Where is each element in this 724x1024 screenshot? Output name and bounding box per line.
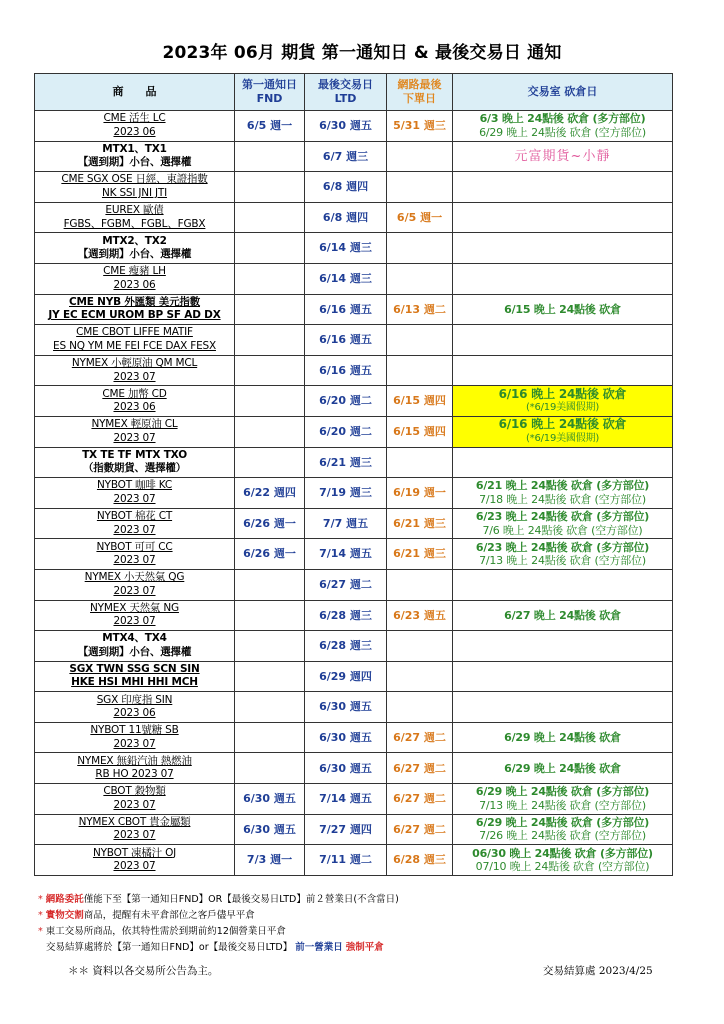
product-name: SGX 印度指 SIN (96, 693, 173, 706)
liquidation-cell (453, 478, 673, 509)
liquidation-long: 6/23 晚上 24點後 砍倉 (多方部位) (475, 510, 650, 524)
ltd-cell: 6/21 週三 (305, 447, 387, 478)
liquidation-cell (453, 784, 673, 815)
online-last-order-cell (387, 631, 453, 662)
product-name: TX TE TF MTX TXO (82, 448, 187, 461)
liquidation-text: 6/29 晚上 24點後 砍倉 (504, 761, 621, 775)
product-code: 2023 07 (113, 492, 156, 505)
liquidation-long: 6/29 晚上 24點後 砍倉 (多方部位) (475, 815, 650, 829)
product-code: 【週到期】小台、選擇權 (77, 645, 192, 658)
product-name: CME 加幣 CD (102, 387, 167, 400)
liquidation-text: 6/27 晚上 24點後 砍倉 (504, 608, 621, 622)
liquidation-short: 07/10 晚上 24點後 砍倉 (空方部位) (475, 860, 650, 874)
schedule-table (34, 73, 673, 876)
product-code: ES NQ YM ME FEI FCE DAX FESX (53, 339, 216, 352)
header-product: 商 品 (35, 74, 235, 111)
ltd-cell: 6/29 週四 (305, 661, 387, 692)
online-last-order-cell (387, 692, 453, 723)
online-last-order-cell (387, 141, 453, 172)
product-code: FGBS、FGBM、FGBL、FGBX (63, 217, 206, 230)
fnd-cell (235, 661, 305, 692)
holiday-note: (*6/19美國假期) (525, 402, 600, 414)
online-last-order-cell (387, 569, 453, 600)
fnd-cell (235, 447, 305, 478)
table-row (35, 600, 673, 631)
liquidation-cell (453, 294, 673, 325)
product-cell (35, 386, 235, 417)
product-code: 2023 07 (113, 737, 156, 750)
ltd-cell: 6/28 週三 (305, 600, 387, 631)
product-cell (35, 111, 235, 142)
product-code: （指數期貨、選擇權） (83, 462, 186, 475)
product-code: 2023 06 (113, 707, 156, 720)
table-row (35, 355, 673, 386)
liquidation-cell (453, 386, 673, 417)
product-name: CBOT 穀物類 (103, 785, 166, 798)
product-name: NYBOT 可可 CC (96, 540, 173, 553)
fnd-cell (235, 416, 305, 447)
liquidation-cell (453, 447, 673, 478)
product-name: NYMEX 天然氣 NG (90, 601, 179, 614)
online-last-order-cell: 6/27 週二 (387, 753, 453, 784)
online-last-order-cell (387, 661, 453, 692)
product-cell (35, 355, 235, 386)
product-name: CME 瘦豬 LH (103, 265, 166, 278)
product-name: MTX2、TX2 (102, 234, 167, 247)
watermark: 元富期貨~小靜 (514, 148, 611, 164)
table-row (35, 294, 673, 325)
product-cell (35, 294, 235, 325)
table-row (35, 753, 673, 784)
liquidation-cell (453, 172, 673, 203)
product-code: 2023 07 (113, 431, 156, 444)
liquidation-long: 6/23 晚上 24點後 砍倉 (多方部位) (475, 540, 650, 554)
table-row (35, 386, 673, 417)
product-cell (35, 508, 235, 539)
ltd-cell: 6/30 週五 (305, 753, 387, 784)
product-code: 2023 07 (113, 829, 156, 842)
online-last-order-cell: 6/23 週五 (387, 600, 453, 631)
product-code: HKE HSI MHI HHI MCH (71, 676, 198, 689)
fnd-cell (235, 355, 305, 386)
fnd-cell: 6/30 週五 (235, 814, 305, 845)
online-last-order-cell (387, 447, 453, 478)
fnd-cell: 6/30 週五 (235, 784, 305, 815)
liquidation-short: 7/13 晚上 24點後 砍倉 (空方部位) (479, 798, 646, 812)
liquidation-long: 6/29 晚上 24點後 砍倉 (多方部位) (475, 785, 650, 799)
fnd-cell: 6/26 週一 (235, 539, 305, 570)
ltd-cell: 6/28 週三 (305, 631, 387, 662)
product-code: 2023 07 (113, 370, 156, 383)
table-row (35, 263, 673, 294)
product-cell (35, 202, 235, 233)
product-cell (35, 722, 235, 753)
liquidation-cell (453, 111, 673, 142)
header-fnd: 第一通知日 FND (235, 74, 305, 111)
table-row (35, 508, 673, 539)
table-row (35, 569, 673, 600)
product-cell (35, 478, 235, 509)
liquidation-text: 6/29 晚上 24點後 砍倉 (504, 730, 621, 744)
table-row (35, 631, 673, 662)
liquidation-cell (453, 600, 673, 631)
table-row (35, 202, 673, 233)
product-name: EUREX 歐債 (105, 204, 164, 217)
liquidation-long: 6/21 晚上 24點後 砍倉 (多方部位) (475, 479, 650, 493)
fnd-cell (235, 233, 305, 264)
liquidation-short: 7/18 晚上 24點後 砍倉 (空方部位) (479, 492, 646, 506)
table-row (35, 814, 673, 845)
ltd-cell: 7/7 週五 (305, 508, 387, 539)
product-name: NYBOT 棉花 CT (96, 510, 173, 523)
product-cell (35, 539, 235, 570)
fnd-cell (235, 600, 305, 631)
product-name: NYBOT 凍橘汁 OJ (92, 846, 177, 859)
fnd-cell: 7/3 週一 (235, 845, 305, 876)
product-cell (35, 172, 235, 203)
holiday-note: (*6/19美國假期) (525, 432, 600, 444)
note-online-order: * 網路委託僅能下至【第一通知日FND】OR【最後交易日LTD】前２營業日(不含當日) (38, 894, 399, 905)
liquidation-cell (453, 814, 673, 845)
fnd-cell (235, 692, 305, 723)
online-last-order-cell: 6/27 週二 (387, 814, 453, 845)
fnd-cell (235, 294, 305, 325)
product-name: NYMEX 小天然氣 QG (84, 571, 185, 584)
online-last-order-cell: 6/15 週四 (387, 416, 453, 447)
product-cell (35, 814, 235, 845)
ltd-cell: 6/16 週五 (305, 355, 387, 386)
product-code: NK SSI JNI JTI (101, 186, 168, 199)
fnd-cell (235, 722, 305, 753)
product-name: NYMEX CBOT 貴金屬類 (78, 815, 191, 828)
online-last-order-cell: 6/28 週三 (387, 845, 453, 876)
table-row (35, 784, 673, 815)
product-code: JY EC ECM UROM BP SF AD DX (48, 309, 221, 322)
product-code: 2023 06 (113, 125, 156, 138)
product-cell (35, 263, 235, 294)
liquidation-cell (453, 753, 673, 784)
product-name: CME 活生 LC (103, 112, 166, 125)
ltd-cell: 6/14 週三 (305, 233, 387, 264)
online-last-order-cell: 6/15 週四 (387, 386, 453, 417)
table-row (35, 692, 673, 723)
product-name: NYMEX 輕原油 CL (91, 418, 178, 431)
product-cell (35, 784, 235, 815)
product-name: CME CBOT LIFFE MATIF (76, 326, 193, 339)
liquidation-cell (453, 722, 673, 753)
table-row (35, 233, 673, 264)
ltd-cell: 6/16 週五 (305, 325, 387, 356)
ltd-cell: 7/14 週五 (305, 539, 387, 570)
product-name: CME SGX OSE 日經、東證指數 (61, 173, 208, 186)
table-row (35, 447, 673, 478)
product-cell (35, 569, 235, 600)
liquidation-cell (453, 508, 673, 539)
liquidation-text: 6/15 晚上 24點後 砍倉 (504, 302, 621, 316)
ltd-cell: 6/20 週二 (305, 416, 387, 447)
ltd-cell: 6/20 週二 (305, 386, 387, 417)
product-code: RB HO 2023 07 (95, 768, 174, 781)
liquidation-text: 6/16 晚上 24點後 砍倉 (498, 417, 627, 432)
online-last-order-cell (387, 263, 453, 294)
header-row (35, 74, 673, 111)
fnd-cell (235, 263, 305, 294)
header-online-last-order: 網路最後 下單日 (387, 74, 453, 111)
fnd-cell (235, 569, 305, 600)
online-last-order-cell: 6/27 週二 (387, 784, 453, 815)
product-name: SGX TWN SSG SCN SIN (69, 662, 200, 675)
ltd-cell: 7/27 週四 (305, 814, 387, 845)
liquidation-cell (453, 692, 673, 723)
online-last-order-cell: 6/5 週一 (387, 202, 453, 233)
product-code: 2023 06 (113, 278, 156, 291)
footer-disclaimer: ＊＊ 資料以各交易所公告為主。 (68, 965, 219, 977)
liquidation-cell (453, 325, 673, 356)
table-row (35, 539, 673, 570)
ltd-cell: 6/8 週四 (305, 202, 387, 233)
product-code: 2023 07 (113, 554, 156, 567)
fnd-cell (235, 386, 305, 417)
product-cell (35, 141, 235, 172)
online-last-order-cell (387, 172, 453, 203)
fnd-cell (235, 631, 305, 662)
online-last-order-cell (387, 325, 453, 356)
ltd-cell: 6/8 週四 (305, 172, 387, 203)
liquidation-cell (453, 233, 673, 264)
product-name: NYMEX 無鉛汽油 熱燃油 (77, 754, 192, 767)
liquidation-cell (453, 416, 673, 447)
product-cell (35, 692, 235, 723)
fnd-cell: 6/26 週一 (235, 508, 305, 539)
footer-issuer-date: 交易結算處 2023/4/25 (543, 965, 653, 977)
liquidation-cell (453, 845, 673, 876)
fnd-cell (235, 172, 305, 203)
liquidation-cell (453, 263, 673, 294)
online-last-order-cell: 6/19 週一 (387, 478, 453, 509)
note-physical-delivery: * 實物交割商品，提醒有未平倉部位之客戶儘早平倉 (38, 910, 255, 921)
product-code: 2023 07 (113, 860, 156, 873)
product-cell (35, 447, 235, 478)
product-code: 2023 07 (113, 523, 156, 536)
ltd-cell: 6/27 週二 (305, 569, 387, 600)
product-name: NYBOT 11號糖 SB (90, 724, 179, 737)
product-name: MTX1、TX1 (102, 142, 167, 155)
product-name: NYMEX 小輕原油 QM MCL (71, 357, 198, 370)
liquidation-cell (453, 202, 673, 233)
fnd-cell: 6/5 週一 (235, 111, 305, 142)
note-tocom: * 東工交易所商品，依其特性需於到期前約12個營業日平倉 (38, 926, 286, 937)
liquidation-long: 06/30 晚上 24點後 砍倉 (多方部位) (472, 846, 653, 860)
online-last-order-cell: 6/13 週二 (387, 294, 453, 325)
fnd-cell (235, 325, 305, 356)
product-cell (35, 416, 235, 447)
ltd-cell: 6/30 週五 (305, 692, 387, 723)
ltd-cell: 7/19 週三 (305, 478, 387, 509)
online-last-order-cell: 6/21 週三 (387, 539, 453, 570)
product-code: 【週到期】小台、選擇權 (77, 248, 192, 261)
online-last-order-cell (387, 355, 453, 386)
fnd-cell: 6/22 週四 (235, 478, 305, 509)
online-last-order-cell: 5/31 週三 (387, 111, 453, 142)
liquidation-cell (453, 141, 673, 172)
product-cell (35, 661, 235, 692)
product-name: CME NYB 外匯類 美元指數 (69, 295, 200, 308)
liquidation-cell (453, 631, 673, 662)
table-row (35, 661, 673, 692)
ltd-cell: 6/30 週五 (305, 111, 387, 142)
product-name: NYBOT 咖啡 KC (96, 479, 173, 492)
table-row (35, 845, 673, 876)
liquidation-cell (453, 661, 673, 692)
online-last-order-cell: 6/21 週三 (387, 508, 453, 539)
product-cell (35, 325, 235, 356)
ltd-cell: 6/16 週五 (305, 294, 387, 325)
fnd-cell (235, 202, 305, 233)
liquidation-short: 6/29 晚上 24點後 砍倉 (空方部位) (479, 125, 646, 139)
notes (38, 892, 688, 956)
product-code: 2023 07 (113, 798, 156, 811)
header-ltd: 最後交易日 LTD (305, 74, 387, 111)
ltd-cell: 6/14 週三 (305, 263, 387, 294)
note-forced-liquidation: 交易結算處將於【第一通知日FND】or【最後交易日LTD】 前一營業日 強制平倉 (46, 942, 384, 953)
online-last-order-cell: 6/27 週二 (387, 722, 453, 753)
product-cell (35, 600, 235, 631)
table-row (35, 141, 673, 172)
online-last-order-cell (387, 233, 453, 264)
liquidation-cell (453, 569, 673, 600)
liquidation-long: 6/3 晚上 24點後 砍倉 (多方部位) (479, 112, 646, 126)
product-code: 2023 07 (113, 615, 156, 628)
ltd-cell: 7/14 週五 (305, 784, 387, 815)
ltd-cell: 7/11 週二 (305, 845, 387, 876)
product-cell (35, 233, 235, 264)
product-name: MTX4、TX4 (102, 632, 167, 645)
table-row (35, 478, 673, 509)
liquidation-cell (453, 539, 673, 570)
ltd-cell: 6/7 週三 (305, 141, 387, 172)
product-cell (35, 631, 235, 662)
table-row (35, 111, 673, 142)
product-cell (35, 845, 235, 876)
product-cell (35, 753, 235, 784)
liquidation-short: 7/6 晚上 24點後 砍倉 (空方部位) (482, 523, 643, 537)
table-row (35, 325, 673, 356)
page-title: 2023年 06月 期貨 第一通知日 & 最後交易日 通知 (162, 43, 562, 63)
liquidation-short: 7/26 晚上 24點後 砍倉 (空方部位) (479, 829, 646, 843)
fnd-cell (235, 141, 305, 172)
fnd-cell (235, 753, 305, 784)
header-liquidation-day: 交易室 砍倉日 (453, 74, 673, 111)
product-code: 【週到期】小台、選擇權 (77, 156, 192, 169)
liquidation-cell (453, 355, 673, 386)
product-code: 2023 07 (113, 584, 156, 597)
product-code: 2023 06 (113, 401, 156, 414)
table-row (35, 172, 673, 203)
liquidation-text: 6/16 晚上 24點後 砍倉 (498, 386, 627, 401)
ltd-cell: 6/30 週五 (305, 722, 387, 753)
table-row (35, 416, 673, 447)
table-row (35, 722, 673, 753)
liquidation-short: 7/13 晚上 24點後 砍倉 (空方部位) (479, 554, 646, 568)
